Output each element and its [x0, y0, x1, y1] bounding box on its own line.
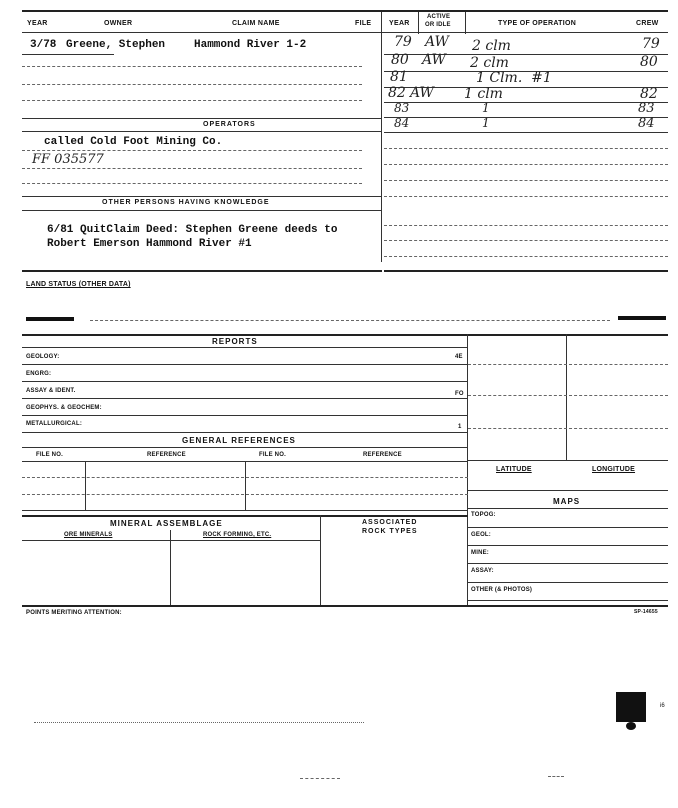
map-topog: TOPOG:: [471, 512, 496, 518]
ore-minerals-label: ORE MINERALS: [64, 532, 113, 538]
reports-title: REPORTS: [212, 337, 258, 346]
operators-title: OPERATORS: [203, 121, 256, 128]
activity-year-81: 81: [390, 69, 408, 85]
map-mine: MINE:: [471, 550, 489, 556]
activity-active-82: AW: [410, 85, 434, 101]
activity-year-83: 83: [394, 101, 410, 115]
activity-crew-80: 80: [640, 54, 658, 70]
maps-title: MAPS: [553, 497, 581, 506]
map-geol: GEOL:: [471, 532, 491, 538]
activity-op-83: 1: [482, 101, 490, 115]
header-owner: OWNER: [104, 20, 133, 27]
report-assay-mark: FO: [455, 391, 464, 397]
report-geophys: GEOPHYS. & GEOCHEM:: [26, 405, 102, 411]
gref-file-no: FILE NO.: [36, 452, 63, 458]
report-engrg: ENGRG:: [26, 371, 52, 377]
activity-crew-82: 82: [640, 86, 658, 102]
activity-op-80: 2 clm: [470, 55, 509, 71]
entry-owner: Greene, Stephen: [66, 39, 166, 51]
activity-op-84: 1: [482, 116, 490, 130]
report-geology-mark: 4E: [455, 354, 463, 360]
gref-file-no-2: FILE NO.: [259, 452, 286, 458]
activity-year-84: 84: [394, 116, 410, 130]
page-mark: i6: [660, 703, 665, 709]
gref-reference-2: REFERENCE: [363, 452, 402, 458]
rock-types-label: ROCK TYPES: [362, 528, 418, 535]
report-geology: GEOLOGY:: [26, 354, 60, 360]
activity-crew-84: 84: [638, 116, 655, 131]
map-assay: ASSAY:: [471, 568, 494, 574]
land-status-label: LAND STATUS (OTHER DATA): [26, 281, 131, 288]
activity-crew-79: 79: [642, 36, 660, 52]
activity-crew-83: 83: [638, 101, 655, 116]
header-claim-name: CLAIM NAME: [232, 20, 280, 27]
mineral-assemblage-title: MINERAL ASSEMBLAGE: [110, 519, 223, 528]
header-active: ACTIVE: [427, 14, 451, 20]
associated-label: ASSOCIATED: [362, 519, 418, 526]
latitude-label: LATITUDE: [496, 466, 532, 473]
other-persons-line2: Robert Emerson Hammond River #1: [47, 238, 252, 250]
ink-square: [616, 692, 646, 722]
report-metallurgical: METALLURGICAL:: [26, 421, 83, 427]
activity-active-79: AW: [425, 34, 449, 50]
activity-year-82: 82: [388, 85, 406, 101]
header-type-of-operation: TYPE OF OPERATION: [498, 20, 577, 27]
points-meriting-attention: POINTS MERITING ATTENTION:: [26, 610, 122, 616]
ink-dot: [626, 722, 636, 730]
activity-op-82: 1 clm: [464, 86, 503, 102]
activity-year-79: 79: [394, 34, 412, 50]
activity-active-80: AW: [422, 52, 446, 68]
other-persons-line1: 6/81 QuitClaim Deed: Stephen Greene deeds to: [47, 224, 338, 236]
longitude-label: LONGITUDE: [592, 466, 636, 473]
entry-date: 3/78: [30, 39, 57, 51]
entry-claim: Hammond River 1-2: [194, 39, 307, 51]
operators-line1: called Cold Foot Mining Co.: [44, 136, 223, 148]
general-references-title: GENERAL REFERENCES: [182, 436, 296, 445]
rock-forming-label: ROCK FORMING, ETC.: [203, 532, 272, 538]
header-idle: OR IDLE: [425, 22, 451, 28]
ink-blot-left: [26, 317, 74, 321]
activity-op-81: 1 Clm. #1: [476, 70, 552, 86]
activity-op-79: 2 clm: [472, 38, 511, 54]
header-crew: CREW: [636, 20, 659, 27]
report-assay: ASSAY & IDENT.: [26, 388, 76, 394]
header-year-2: YEAR: [389, 20, 410, 27]
operators-line2: FF 035577: [32, 152, 104, 167]
map-other: OTHER (& PHOTOS): [471, 587, 533, 593]
header-file: FILE: [355, 20, 372, 27]
report-metallurgical-mark: 1: [458, 424, 462, 430]
header-year: YEAR: [27, 20, 48, 27]
ink-blot-right: [618, 316, 666, 320]
gref-reference: REFERENCE: [147, 452, 186, 458]
form-number: SP-14655: [634, 609, 658, 615]
other-persons-title: OTHER PERSONS HAVING KNOWLEDGE: [102, 199, 270, 206]
activity-year-80: 80: [391, 52, 409, 68]
